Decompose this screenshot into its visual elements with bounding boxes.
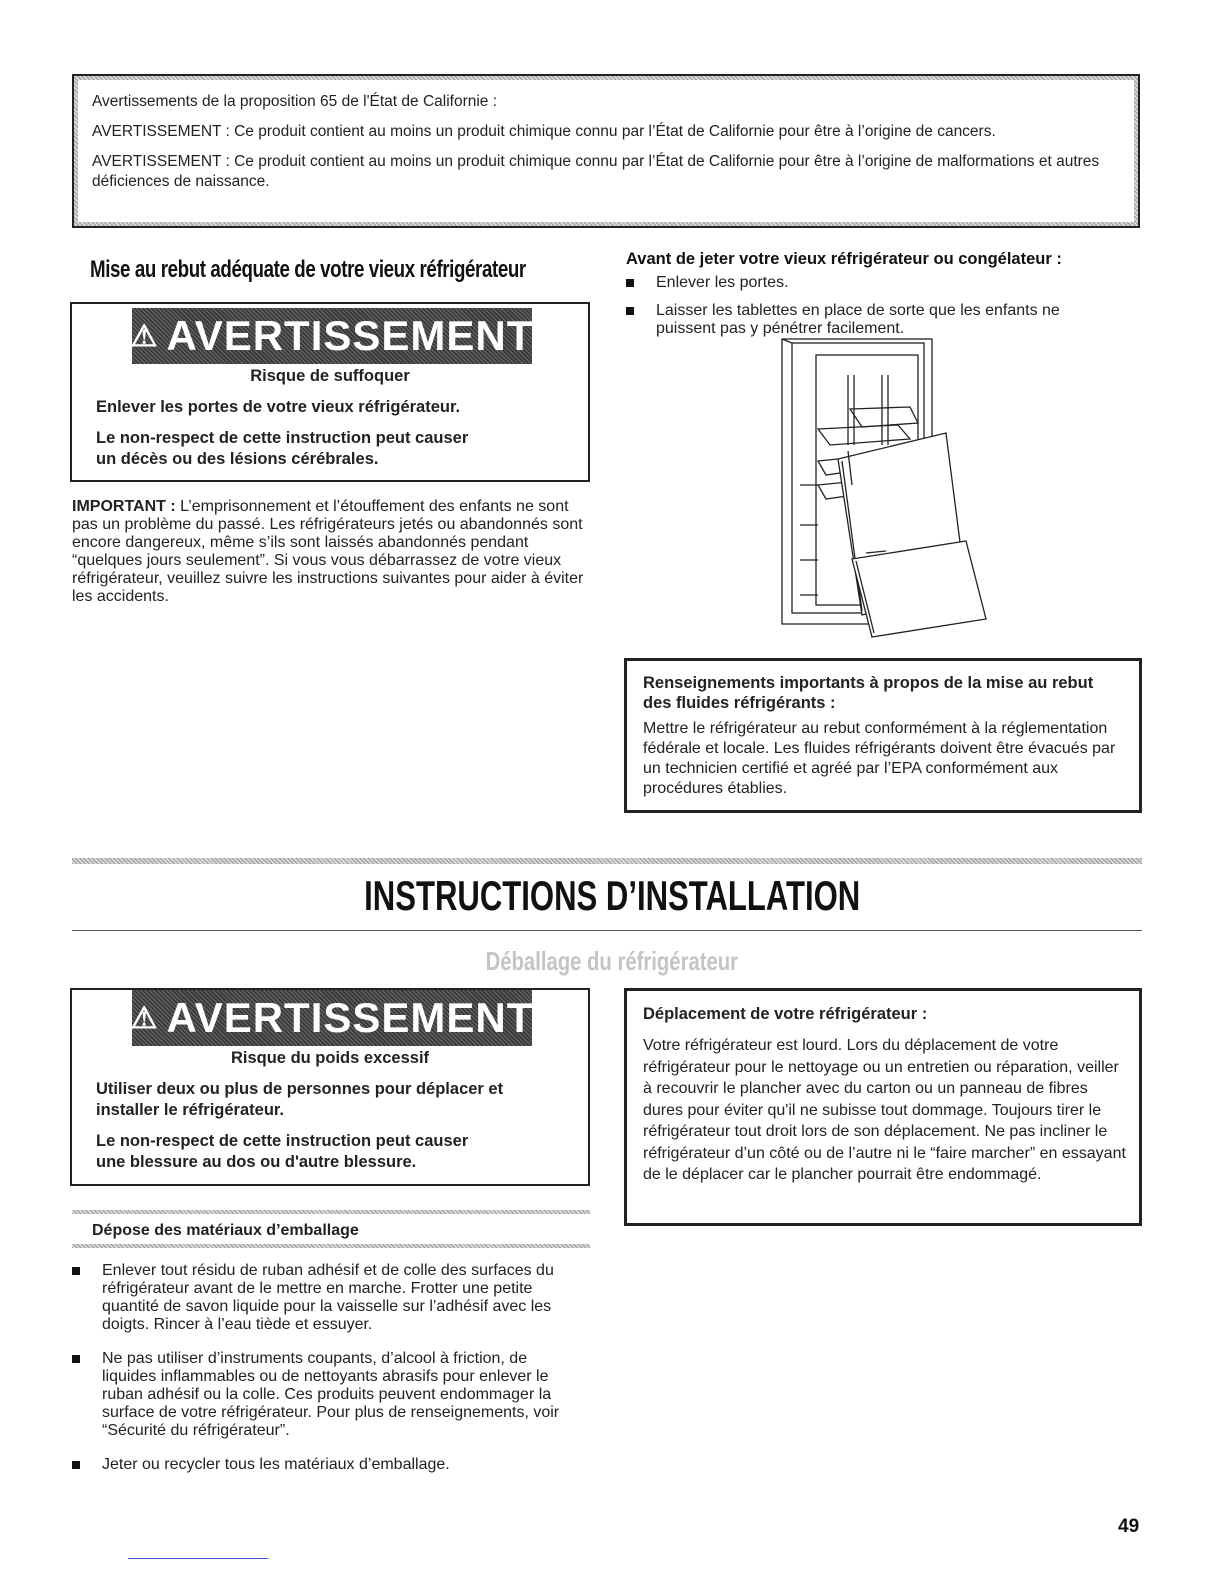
prop65-warning-cancer: AVERTISSEMENT : Ce produit contient au moins un produit chimique connu par l’État de Californie pour être à l’origine de cancers. [92, 123, 996, 140]
prop65-notice [72, 74, 1140, 228]
before-disposal-list [626, 274, 1116, 338]
list-item: Enlever les portes. [626, 274, 1116, 292]
title-rule [72, 930, 1142, 931]
warning-triangle-icon: ⚠ [130, 1001, 159, 1035]
list-item: Enlever tout résidu de ruban adhésif et de colle des surfaces du réfrigérateur avant de le mettre en marche. Frotter une petite quantité de savon liquide pour la vaisselle sur l’adhésif avec les doigts. Rincer à l’eau tiède et essuyer. [72, 1262, 584, 1334]
warning-instruction-2: installer le réfrigérateur. [96, 1101, 285, 1119]
disposal-section-title: Mise au rebut adéquate de votre vieux réfrigérateur [90, 256, 526, 283]
list-item: Jeter ou recycler tous les matériaux d’emballage. [72, 1456, 584, 1474]
moving-info-title: Déplacement de votre réfrigérateur : [643, 1005, 928, 1023]
warning-banner: ⚠ AVERTISSEMENT [132, 308, 532, 364]
suffocation-warning-box [70, 302, 590, 482]
warning-consequence-2: un décès ou des lésions cérébrales. [96, 450, 379, 468]
warning-triangle-icon: ⚠ [130, 319, 159, 353]
prop65-heading: Avertissements de la proposition 65 de l'État de Californie : [92, 93, 498, 110]
important-paragraph [72, 498, 590, 606]
unpacking-subtitle-wrap [0, 946, 1224, 977]
installation-title-wrap [0, 872, 1224, 920]
weight-warning-box [70, 988, 590, 1186]
subsection-rule-top [72, 1210, 590, 1214]
refrigerator-doors-removed-illustration [770, 335, 1000, 645]
warning-hazard: Risque de suffoquer [250, 367, 410, 385]
warning-consequence-2: une blessure au dos ou d'autre blessure. [96, 1153, 417, 1171]
warning-consequence-1: Le non-respect de cette instruction peut causer [96, 1132, 469, 1150]
list-item: Laisser les tablettes en place de sorte que les enfants ne puissent pas y pénétrer facilement. [626, 302, 1116, 338]
refrigerant-info-title: Renseignements importants à propos de la mise au rebut des fluides réfrigérants : [643, 674, 1094, 712]
list-item: Ne pas utiliser d’instruments coupants, d’alcool à friction, de liquides inflammables ou de nettoyants abrasifs pour enlever le ruban adhésif ou la colle. Ces produits peuvent endommager la surface de votre réfrigérateur. Pour plus de renseignements, voir “Sécurité du réfrigérateur”. [72, 1350, 584, 1440]
subsection-rule-bottom [72, 1244, 590, 1248]
important-text: L’emprisonnement et l’étouffement des enfants ne sont pas un problème du passé. Les réfrigérateurs jetés ou abandonnés sont encore dangereux, même s’ils sont laissés abandonnés pendant “quelques jours seulement”. Si vous vous débarrassez de votre vieux réfrigérateur, veuillez suivre les instructions suivantes pour aider à éviter les accidents. [72, 498, 584, 605]
page-number: 49 [1118, 1516, 1140, 1537]
moving-info-text: Votre réfrigérateur est lourd. Lors du déplacement de votre réfrigérateur pour le nettoyage ou un entretien ou réparation, veiller à recouvrir le plancher avec du carton ou un panneau de fibres dures pour éviter qu'il ne subisse tout dommage. Toujours tirer le réfrigérateur tout droit lors de son déplacement. Ne pas incliner le réfrigérateur d’un côté ou de l’autre ni le “faire marcher” en essayant de le déplacer car le plancher pourrait être endommagé. [643, 1037, 1126, 1183]
before-disposal-heading: Avant de jeter votre vieux réfrigérateur ou congélateur : [626, 250, 1062, 268]
refrigerant-info-box [624, 658, 1142, 813]
warning-hazard: Risque du poids excessif [230, 1049, 430, 1067]
installation-title: INSTRUCTIONS D’INSTALLATION [363, 872, 861, 919]
warning-banner: ⚠ AVERTISSEMENT [132, 990, 532, 1046]
packaging-heading: Dépose des matériaux d’emballage [92, 1222, 359, 1239]
important-label: IMPORTANT : [72, 498, 176, 515]
prop65-warning-birth-defects: AVERTISSEMENT : Ce produit contient au moins un produit chimique connu par l’État de Californie pour être à l’origine de malformations et autres déficiences de naissance. [92, 153, 1100, 190]
section-divider [72, 858, 1142, 864]
packaging-list [72, 1262, 584, 1474]
refrigerant-info-text: Mettre le réfrigérateur au rebut conformément à la réglementation fédérale et locale. Les fluides réfrigérants doivent être évacués par un technicien certifié et agréé par l’EPA conformément aux procédures établies. [643, 720, 1116, 797]
unpacking-subtitle: Déballage du réfrigérateur [485, 946, 739, 976]
warning-consequence-1: Le non-respect de cette instruction peut causer [96, 429, 469, 447]
moving-info-box [624, 988, 1142, 1226]
footer-rule [128, 1558, 268, 1559]
warning-instruction: Enlever les portes de votre vieux réfrigérateur. [96, 398, 461, 416]
warning-instruction-1: Utiliser deux ou plus de personnes pour déplacer et [96, 1080, 504, 1098]
